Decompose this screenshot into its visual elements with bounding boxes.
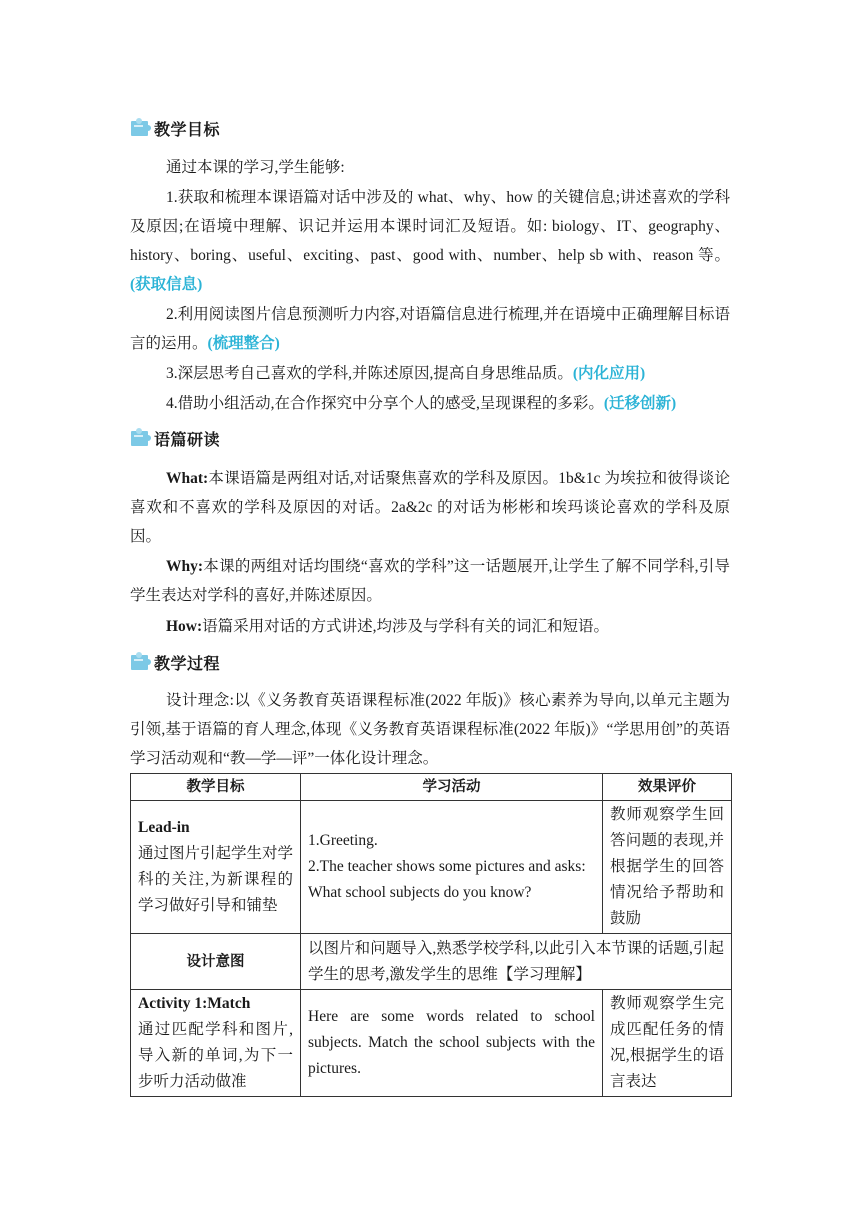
goal-cell: Lead-in 通过图片引起学生对学科的关注,为新课程的学习做好引导和铺垫 — [131, 801, 301, 934]
eval-cell: 教师观察学生回答问题的表现,并根据学生的回答情况给予帮助和鼓励 — [603, 801, 732, 934]
goal-item-3: 3.深层思考自己喜欢的学科,并陈述原因,提高自身思维品质。(内化应用) — [166, 365, 646, 382]
eval-cell: 教师观察学生完成匹配任务的情况,根据学生的语言表达 — [603, 990, 732, 1097]
goal-tag: (迁移创新) — [603, 395, 677, 412]
section-title: 教学目标 — [154, 119, 221, 139]
section-heading-process — [130, 650, 220, 674]
section-title: 语篇研读 — [154, 429, 221, 449]
goal-item-1: 1.获取和梳理本课语篇对话中涉及的 what、why、how 的关键信息;讲述喜欢的学科及原因;在语境中理解、识记并运用本课时词汇及短语。如: biology、IT、geography、history、boring、useful、exciting、past、good with、number、help sb with、reason 等。(获取信息) — [130, 189, 730, 293]
table-row — [131, 990, 732, 1097]
goal-tag: (获取信息) — [130, 276, 203, 293]
goal-tag: (内化应用) — [572, 365, 646, 382]
column-header: 教学目标 — [131, 774, 301, 801]
section-heading-reading — [130, 426, 220, 450]
puzzle-piece-icon — [130, 118, 152, 138]
table-row — [131, 801, 732, 934]
reading-what: What:本课语篇是两组对话,对话聚焦喜欢的学科及原因。1b&1c 为埃拉和彼得谈论喜欢和不喜欢的学科及原因的对话。2a&2c 的对话为彬彬和埃玛谈论喜欢的学科及原因。 — [130, 470, 730, 545]
goal-item-4: 4.借助小组活动,在合作探究中分享个人的感受,呈现课程的多彩。(迁移创新) — [166, 395, 677, 412]
section-heading-goals — [130, 116, 220, 140]
process-intro: 设计理念:以《义务教育英语课程标准(2022 年版)》核心素养为导向,以单元主题为引领,基于语篇的育人理念,体现《义务教育英语课程标准(2022 年版)》“学思用创”的英语学习活动观和“教—学—评”一体化设计理念。 — [130, 692, 730, 767]
section-title: 教学过程 — [154, 653, 221, 673]
column-header: 学习活动 — [301, 774, 603, 801]
reading-how: How:语篇采用对话的方式讲述,均涉及与学科有关的词汇和短语。 — [166, 618, 610, 635]
column-header: 效果评价 — [603, 774, 732, 801]
process-table — [130, 773, 732, 1097]
puzzle-piece-icon — [130, 652, 152, 672]
table-row — [131, 934, 732, 990]
puzzle-piece-icon — [130, 428, 152, 448]
cell-title: Lead-in — [138, 819, 190, 836]
activity-cell: Here are some words related to school subjects. Match the school subjects with the pictures. — [301, 990, 603, 1097]
cell-title: Activity 1:Match — [138, 995, 251, 1012]
activity-cell: 1.Greeting. 2.The teacher shows some pictures and asks: What school subjects do you know? — [301, 801, 603, 934]
table-header-row — [131, 774, 732, 801]
goals-intro: 通过本课的学习,学生能够: — [166, 159, 345, 176]
goal-tag: (梳理整合) — [207, 335, 280, 352]
reading-why: Why:本课的两组对话均围绕“喜欢的学科”这一话题展开,让学生了解不同学科,引导学生表达对学科的喜好,并陈述原因。 — [130, 558, 730, 604]
intent-label: 设计意图 — [131, 934, 301, 990]
goal-item-2: 2.利用阅读图片信息预测听力内容,对语篇信息进行梳理,并在语境中正确理解目标语言的运用。(梳理整合) — [130, 306, 730, 352]
intent-text: 以图片和问题导入,熟悉学校学科,以此引入本节课的话题,引起学生的思考,激发学生的思维【学习理解】 — [301, 934, 732, 990]
goal-cell: Activity 1:Match 通过匹配学科和图片,导入新的单词,为下一步听力活动做准 — [131, 990, 301, 1097]
